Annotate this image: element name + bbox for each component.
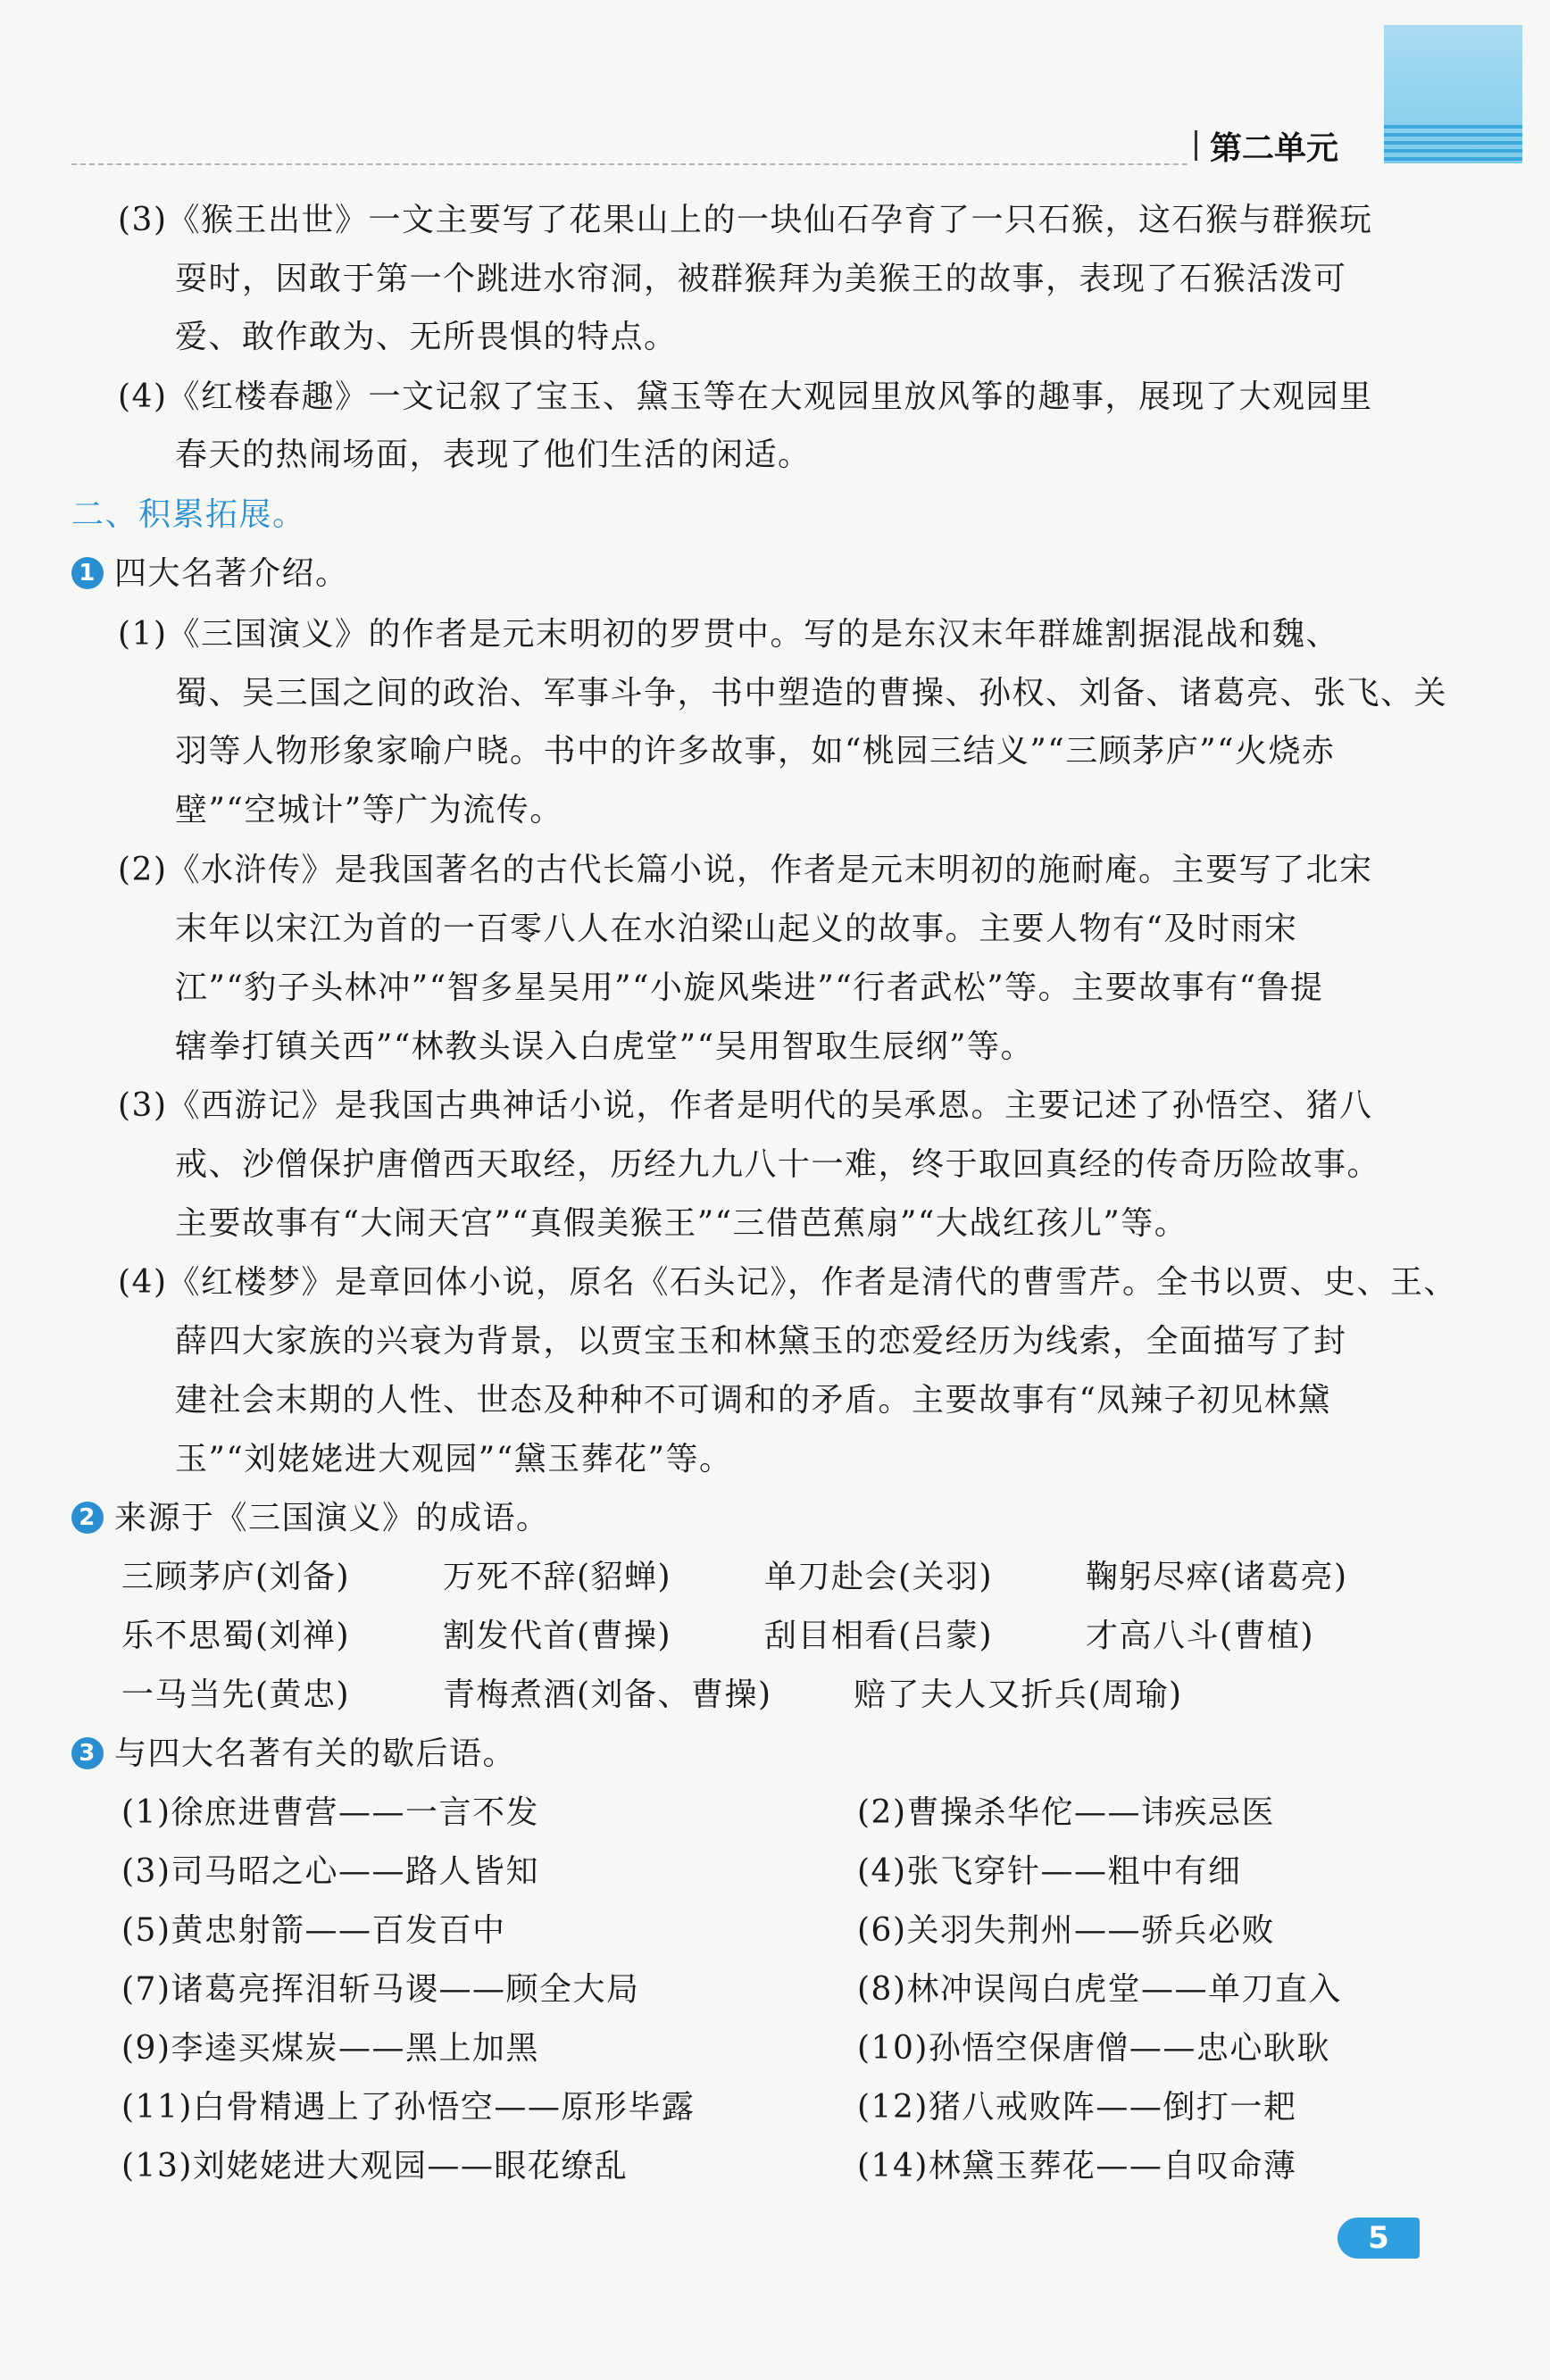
text-line: (10)孙悟空保唐僧——忠心耿耿 (857, 2030, 1330, 2067)
text-line: (9)李逵买煤炭——黑上加黑 (121, 2030, 539, 2067)
text-line: (3)《猴王出世》一文主要写了花果山上的一块仙石孕育了一只石猴，这石猴与群猴玩 (118, 202, 1373, 238)
subsection-heading-1 (71, 552, 349, 596)
text-line: (4)《红楼春趣》一文记叙了宝玉、黛玉等在大观园里放风筝的趣事，展现了大观园里 (118, 379, 1373, 415)
page-number: 5 (1338, 2218, 1420, 2259)
text-line: 薛四大家族的兴衰为背景，以贾宝玉和林黛玉的恋爱经历为线索，全面描写了封 (175, 1323, 1347, 1360)
text-line: (11)白骨精遇上了孙悟空——原形毕露 (121, 2089, 696, 2126)
unit-title-text: 第二单元 (1210, 129, 1339, 167)
text-line: 江”“豹子头林冲”“智多星吴用”“小旋风柴进”“行者武松”等。主要故事有“鲁提 (175, 969, 1324, 1006)
text-line: 辖拳打镇关西”“林教头误入白虎堂”“吴用智取生辰纲”等。 (175, 1028, 1035, 1065)
text-line: (8)林冲误闯白虎堂——单刀直入 (857, 1971, 1342, 2008)
text-line: (2)《水浒传》是我国著名的古代长篇小说，作者是元末明初的施耐庵。主要写了北宋 (118, 852, 1373, 888)
subsection-title: 四大名著介绍。 (114, 555, 349, 592)
text-line: (3)司马昭之心——路人皆知 (121, 1853, 539, 1890)
header-stripes (1384, 125, 1522, 162)
text-line: 末年以宋江为首的一百零八人在水泊梁山起义的故事。主要人物有“及时雨宋 (175, 911, 1298, 947)
text-line: 主要故事有“大闹天宫”“真假美猴王”“三借芭蕉扇”“大战红孩儿”等。 (175, 1205, 1188, 1242)
subsection-title: 来源于《三国演义》的成语。 (114, 1500, 550, 1536)
text-line: (4)《红楼梦》是章回体小说，原名《石头记》，作者是清代的曹雪芹。全书以贾、史、王、 (118, 1264, 1457, 1301)
text-line: (13)刘姥姥进大观园——眼花缭乱 (121, 2148, 629, 2184)
header-divider (71, 163, 1232, 165)
text-line: 壁”“空城计”等广为流传。 (175, 792, 563, 828)
section-title: 二、积累拓展。 (71, 496, 306, 533)
text-line: 才高八斗(曹植) (1086, 1618, 1315, 1654)
text-line: 玉”“刘姥姥进大观园”“黛玉葬花”等。 (175, 1441, 733, 1477)
text-line: 刮目相看(吕蒙) (764, 1618, 994, 1654)
text-line: 蜀、吴三国之间的政治、军事斗争，书中塑造的曹操、孙权、刘备、诸葛亮、张飞、关 (175, 675, 1448, 712)
text-line: 青梅煮酒(刘备、曹操) (443, 1677, 772, 1713)
subsection-heading-2 (71, 1496, 550, 1541)
text-line: 割发代首(曹操) (443, 1618, 672, 1654)
text-line: 赔了夫人又折兵(周瑜) (854, 1677, 1183, 1713)
text-line: 单刀赴会(关羽) (764, 1559, 994, 1595)
text-line: 爱、敢作敢为、无所畏惧的特点。 (175, 319, 678, 355)
number-badge-icon: 3 (71, 1737, 104, 1769)
text-line: 耍时，因敢于第一个跳进水帘洞，被群猴拜为美猴王的故事，表现了石猴活泼可 (175, 261, 1347, 297)
unit-title (1188, 121, 1346, 171)
number-badge-icon: 2 (71, 1502, 104, 1534)
subsection-heading-3 (71, 1732, 516, 1777)
text-line: (4)张飞穿针——粗中有细 (857, 1853, 1242, 1890)
text-line: (1)徐庶进曹营——一言不发 (121, 1794, 539, 1831)
text-line: 万死不辞(貂蝉) (443, 1559, 672, 1595)
text-line: 三顾茅庐(刘备) (121, 1559, 351, 1595)
text-line: (6)关羽失荆州——骄兵必败 (857, 1912, 1275, 1949)
text-line: (12)猪八戒败阵——倒打一耙 (857, 2089, 1297, 2126)
text-line: (7)诸葛亮挥泪斩马谡——顾全大局 (121, 1971, 640, 2008)
text-line: 一马当先(黄忠) (121, 1677, 351, 1713)
text-line: 乐不思蜀(刘禅) (121, 1618, 351, 1654)
text-line: (2)曹操杀华佗——讳疾忌医 (857, 1794, 1275, 1831)
text-line: 戒、沙僧保护唐僧西天取经，历经九九八十一难，终于取回真经的传奇历险故事。 (175, 1146, 1381, 1183)
text-line: 鞠躬尽瘁(诸葛亮) (1086, 1559, 1348, 1595)
number-badge-icon: 1 (71, 557, 104, 589)
text-line: 春天的热闹场面，表现了他们生活的闲适。 (175, 437, 812, 473)
text-line: (14)林黛玉葬花——自叹命薄 (857, 2148, 1297, 2184)
text-line: (1)《三国演义》的作者是元末明初的罗贯中。写的是东汉末年群雄割据混战和魏、 (118, 616, 1339, 653)
text-line: 建社会末期的人性、世态及种种不可调和的矛盾。主要故事有“凤辣子初见林黛 (175, 1382, 1331, 1419)
title-bar-icon (1195, 130, 1197, 161)
text-line: 羽等人物形象家喻户晓。书中的许多故事，如“桃园三结义”“三顾茅庐”“火烧赤 (175, 733, 1336, 770)
subsection-title: 与四大名著有关的歇后语。 (114, 1735, 517, 1772)
text-line: (5)黄忠射箭——百发百中 (121, 1912, 506, 1949)
text-line: (3)《西游记》是我国古典神话小说，作者是明代的吴承恩。主要记述了孙悟空、猪八 (118, 1087, 1373, 1124)
